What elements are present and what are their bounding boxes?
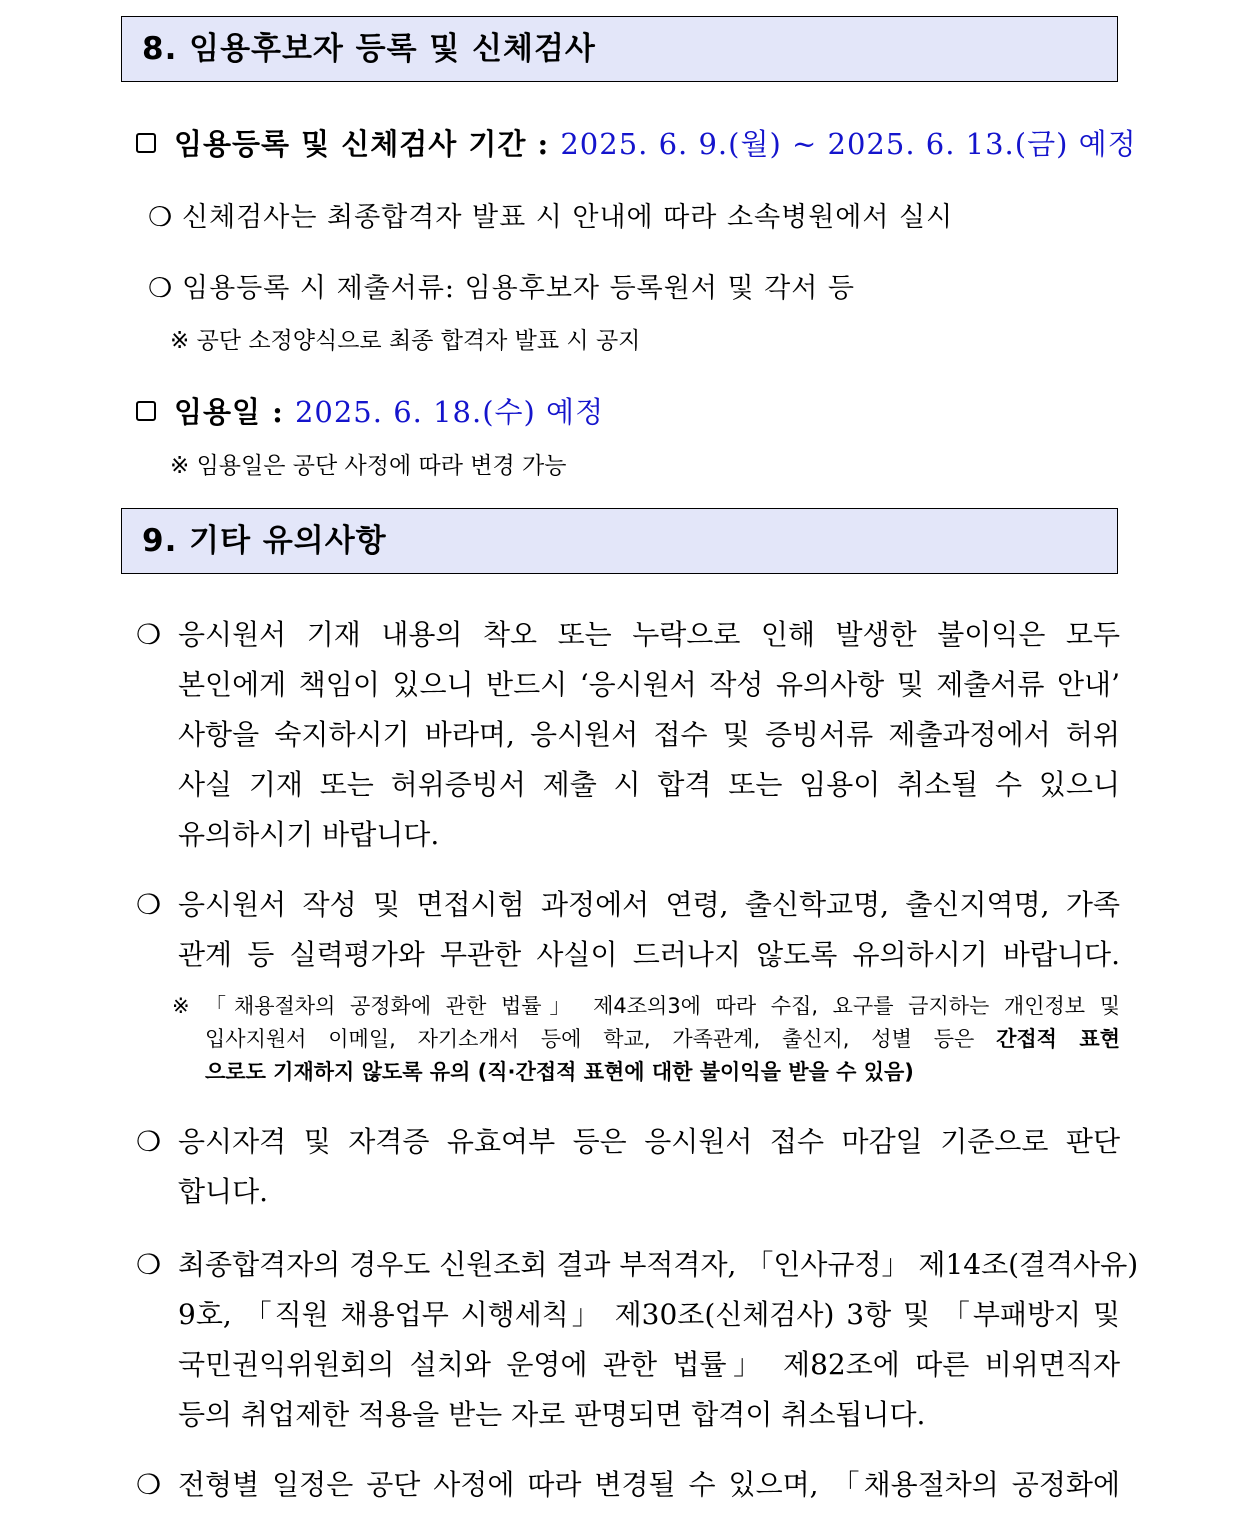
circle-bullet-icon: ❍ [136, 1468, 162, 1501]
paragraph-line: 최종합격자의 경우도 신원조회 결과 부적격자, 「인사규정」 제14조(결격사유) [178, 1248, 1139, 1281]
note-text: 임용일은 공단 사정에 따라 변경 가능 [196, 453, 567, 479]
note-line-emphasis: 으로도 기재하지 않도록 유의 (직·간접적 표현에 대한 불이익을 받을 수 있음) [205, 1060, 914, 1084]
paragraph-line: 사실 기재 또는 허위증빙서 제출 시 합격 또는 임용이 취소될 수 있으니 [178, 768, 1120, 801]
circle-bullet-icon: ❍ [136, 888, 162, 921]
checkbox-square-icon [136, 133, 156, 153]
note-line: 「채용절차의 공정화에 관한 법률」 제4조의3에 따라 수집, 요구를 금지하는 개인정보 및 [205, 994, 1120, 1018]
notice-paragraph-4 [136, 1240, 1139, 1440]
notice-paragraph-1 [136, 610, 1120, 860]
registration-period-row [136, 122, 1137, 163]
paragraph-line: 응시원서 작성 및 면접시험 과정에서 연령, 출신학교명, 출신지역명, 가족 [178, 888, 1120, 921]
section-8-title: 8. 임용후보자 등록 및 신체검사 [142, 31, 596, 67]
checkbox-square-icon [136, 401, 156, 421]
period-value: 2025. 6. 9.(월) ~ 2025. 6. 13.(금) 예정 [560, 127, 1137, 161]
section-9-header [121, 508, 1118, 574]
section-9-title: 9. 기타 유의사항 [142, 523, 387, 559]
circle-bullet-icon: ❍ [136, 618, 162, 651]
appointment-label: 임용일 : [174, 395, 295, 429]
note-mark-icon: ※ [170, 328, 190, 354]
paragraph-line: 합니다. [178, 1175, 269, 1208]
note-mark-icon: ※ [172, 994, 190, 1018]
notice-paragraph-5 [136, 1460, 1120, 1510]
notice-paragraph-2 [136, 880, 1120, 980]
paragraph-line: 유의하시기 바랍니다. [178, 818, 440, 851]
paragraph-line: 전형별 일정은 공단 사정에 따라 변경될 수 있으며, 「채용절차의 공정화에 [178, 1468, 1120, 1501]
notice-paragraph-3 [136, 1117, 1120, 1217]
period-label: 임용등록 및 신체검사 기간 : [174, 127, 561, 161]
appointment-date-row [136, 390, 604, 431]
bullet-text: 임용등록 시 제출서류: 임용후보자 등록원서 및 각서 등 [182, 273, 855, 304]
circle-bullet-icon: ❍ [148, 202, 174, 233]
paragraph-line: 사항을 숙지하시기 바라며, 응시원서 접수 및 증빙서류 제출과정에서 허위 [178, 718, 1120, 751]
paragraph-line: 본인에게 책임이 있으니 반드시 ‘응시원서 작성 유의사항 및 제출서류 안내’ [178, 668, 1120, 701]
bullet-documents [148, 266, 855, 305]
note-text: 공단 소정양식으로 최종 합격자 발표 시 공지 [196, 328, 641, 354]
bullet-physical-exam [148, 195, 953, 234]
appointment-value: 2025. 6. 18.(수) 예정 [294, 395, 605, 429]
paragraph-line: 응시원서 기재 내용의 착오 또는 누락으로 인해 발생한 불이익은 모두 [178, 618, 1120, 651]
paragraph-line: 응시자격 및 자격증 유효여부 등은 응시원서 접수 마감일 기준으로 판단 [178, 1125, 1120, 1158]
section-8-header [121, 16, 1118, 82]
circle-bullet-icon: ❍ [136, 1125, 162, 1158]
note-line-plain: 입사지원서 이메일, 자기소개서 등에 학교, 가족관계, 출신지, 성별 등은 [205, 1027, 997, 1051]
note-appointment [170, 447, 566, 480]
bullet-text: 신체검사는 최종합격자 발표 시 안내에 따라 소속병원에서 실시 [182, 202, 954, 233]
paragraph-line: 관계 등 실력평가와 무관한 사실이 드러나지 않도록 유의하시기 바랍니다. [178, 938, 1120, 971]
note-mark-icon: ※ [170, 453, 190, 479]
legal-reference-note [172, 990, 1120, 1089]
circle-bullet-icon: ❍ [148, 273, 174, 304]
paragraph-line: 국민권익위원회의 설치와 운영에 관한 법률」 제82조에 따른 비위면직자 [178, 1348, 1120, 1381]
paragraph-line: 9호, 「직원 채용업무 시행세칙」 제30조(신체검사) 3항 및 「부패방지 및 [178, 1298, 1120, 1331]
circle-bullet-icon: ❍ [136, 1248, 162, 1281]
note-line [205, 1023, 1120, 1056]
note-line-emphasis: 간접적 표현 [996, 1027, 1120, 1051]
paragraph-line: 등의 취업제한 적용을 받는 자로 판명되면 합격이 취소됩니다. [178, 1398, 926, 1431]
note-form [170, 322, 640, 355]
